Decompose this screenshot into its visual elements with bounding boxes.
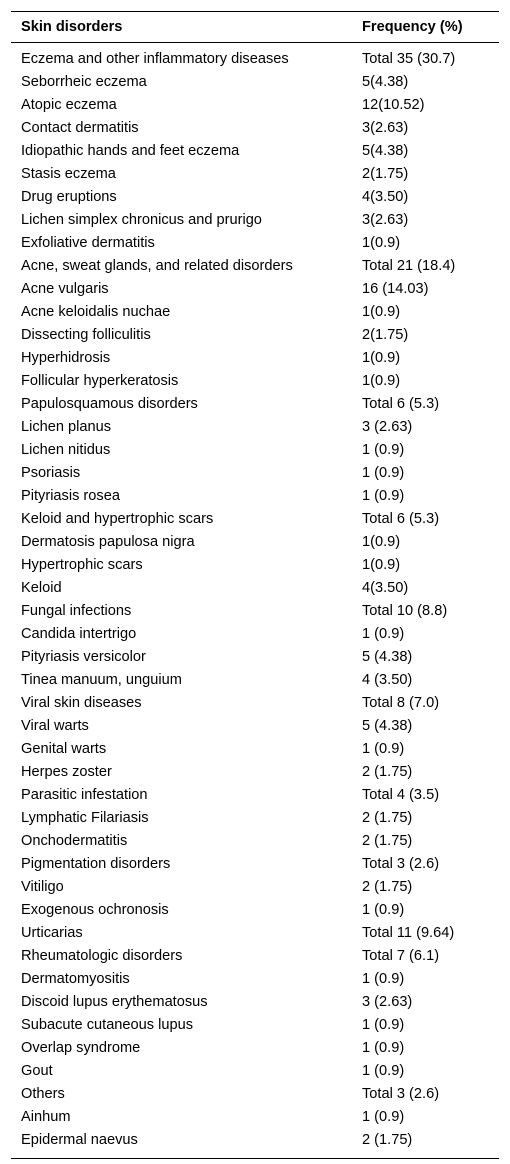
cell-skin-disorder: Vitiligo <box>21 878 64 895</box>
cell-skin-disorder: Contact dermatitis <box>21 119 139 136</box>
cell-skin-disorder: Lichen nitidus <box>21 441 111 458</box>
cell-frequency: 5 (4.38) <box>362 648 413 665</box>
cell-frequency: 16 (14.03) <box>362 280 429 297</box>
cell-frequency: 5(4.38) <box>362 142 409 159</box>
cell-skin-disorder: Acne vulgaris <box>21 280 109 297</box>
table-row <box>11 829 499 852</box>
cell-frequency: 2 (1.75) <box>362 809 413 826</box>
cell-skin-disorder: Lymphatic Filariasis <box>21 809 149 826</box>
table-row <box>11 438 499 461</box>
table-row <box>11 576 499 599</box>
cell-skin-disorder: Fungal infections <box>21 602 132 619</box>
cell-frequency: Total 11 (9.64) <box>362 924 455 941</box>
table-row <box>11 622 499 645</box>
cell-frequency: Total 6 (5.3) <box>362 395 440 412</box>
cell-skin-disorder: Viral warts <box>21 717 89 734</box>
cell-frequency: Total 21 (18.4) <box>362 257 456 274</box>
cell-frequency: Total 10 (8.8) <box>362 602 448 619</box>
table-row <box>11 599 499 622</box>
cell-skin-disorder: Others <box>21 1085 65 1102</box>
table-row <box>11 737 499 760</box>
cell-skin-disorder: Urticarias <box>21 924 83 941</box>
table-row <box>11 369 499 392</box>
cell-frequency: Total 3 (2.6) <box>362 855 440 872</box>
cell-frequency: 1 (0.9) <box>362 487 405 504</box>
column-header-frequency: Frequency (%) <box>362 19 463 35</box>
cell-skin-disorder: Discoid lupus erythematosus <box>21 993 208 1010</box>
cell-skin-disorder: Dermatosis papulosa nigra <box>21 533 195 550</box>
table-row <box>11 231 499 254</box>
table-row <box>11 43 499 71</box>
cell-frequency: 1 (0.9) <box>362 740 405 757</box>
table-row <box>11 277 499 300</box>
cell-frequency: Total 7 (6.1) <box>362 947 440 964</box>
cell-frequency: Total 8 (7.0) <box>362 694 440 711</box>
table-header-row <box>11 12 499 43</box>
cell-skin-disorder: Papulosquamous disorders <box>21 395 198 412</box>
table-row <box>11 484 499 507</box>
cell-skin-disorder: Keloid <box>21 579 62 596</box>
cell-skin-disorder: Parasitic infestation <box>21 786 148 803</box>
table-row <box>11 300 499 323</box>
cell-frequency: 5 (4.38) <box>362 717 413 734</box>
cell-frequency: 3 (2.63) <box>362 993 413 1010</box>
cell-skin-disorder: Drug eruptions <box>21 188 117 205</box>
column-header-skin-disorders: Skin disorders <box>21 19 123 35</box>
cell-skin-disorder: Atopic eczema <box>21 96 117 113</box>
cell-frequency: 1(0.9) <box>362 349 401 366</box>
table-row <box>11 898 499 921</box>
table-row <box>11 1128 499 1159</box>
table-row <box>11 93 499 116</box>
cell-frequency: 1 (0.9) <box>362 1062 405 1079</box>
cell-frequency: 12(10.52) <box>362 96 425 113</box>
cell-frequency: Total 4 (3.5) <box>362 786 440 803</box>
table-row <box>11 553 499 576</box>
table-row <box>11 691 499 714</box>
cell-skin-disorder: Idiopathic hands and feet eczema <box>21 142 240 159</box>
table-row <box>11 783 499 806</box>
frequency-table-container <box>11 11 499 1159</box>
cell-frequency: Total 6 (5.3) <box>362 510 440 527</box>
skin-disorders-frequency-table <box>11 11 499 1159</box>
cell-skin-disorder: Rheumatologic disorders <box>21 947 183 964</box>
cell-skin-disorder: Pityriasis versicolor <box>21 648 146 665</box>
cell-frequency: 4(3.50) <box>362 188 409 205</box>
cell-frequency: 2 (1.75) <box>362 1131 413 1148</box>
cell-skin-disorder: Subacute cutaneous lupus <box>21 1016 194 1033</box>
table-row <box>11 530 499 553</box>
table-row <box>11 162 499 185</box>
table-row <box>11 1013 499 1036</box>
table-row <box>11 714 499 737</box>
table-row <box>11 116 499 139</box>
cell-skin-disorder: Lichen simplex chronicus and prurigo <box>21 211 262 228</box>
table-body <box>11 43 499 1159</box>
cell-skin-disorder: Hypertrophic scars <box>21 556 143 573</box>
table-row <box>11 1059 499 1082</box>
cell-skin-disorder: Exfoliative dermatitis <box>21 234 155 251</box>
table-row <box>11 185 499 208</box>
cell-skin-disorder: Overlap syndrome <box>21 1039 141 1056</box>
table-header <box>11 12 499 43</box>
cell-skin-disorder: Keloid and hypertrophic scars <box>21 510 214 527</box>
table-row <box>11 921 499 944</box>
cell-skin-disorder: Dermatomyositis <box>21 970 130 987</box>
cell-frequency: 1(0.9) <box>362 533 401 550</box>
cell-skin-disorder: Dissecting folliculitis <box>21 326 151 343</box>
cell-frequency: 3(2.63) <box>362 119 409 136</box>
cell-frequency: 1(0.9) <box>362 234 401 251</box>
cell-skin-disorder: Acne keloidalis nuchae <box>21 303 171 320</box>
cell-skin-disorder: Candida intertrigo <box>21 625 137 642</box>
table-row <box>11 139 499 162</box>
cell-frequency: 1 (0.9) <box>362 901 405 918</box>
table-row <box>11 323 499 346</box>
cell-skin-disorder: Stasis eczema <box>21 165 116 182</box>
cell-frequency: 1 (0.9) <box>362 625 405 642</box>
table-row <box>11 392 499 415</box>
table-row <box>11 254 499 277</box>
table-row <box>11 806 499 829</box>
cell-skin-disorder: Genital warts <box>21 740 107 757</box>
table-row <box>11 70 499 93</box>
cell-frequency: 3 (2.63) <box>362 418 413 435</box>
cell-skin-disorder: Pityriasis rosea <box>21 487 120 504</box>
cell-frequency: 1(0.9) <box>362 372 401 389</box>
table-row <box>11 944 499 967</box>
cell-skin-disorder: Exogenous ochronosis <box>21 901 169 918</box>
cell-frequency: 1 (0.9) <box>362 1039 405 1056</box>
cell-skin-disorder: Pigmentation disorders <box>21 855 171 872</box>
cell-skin-disorder: Lichen planus <box>21 418 112 435</box>
cell-frequency: 1(0.9) <box>362 303 401 320</box>
table-row <box>11 990 499 1013</box>
table-row <box>11 507 499 530</box>
cell-skin-disorder: Follicular hyperkeratosis <box>21 372 179 389</box>
cell-frequency: 3(2.63) <box>362 211 409 228</box>
cell-frequency: 2 (1.75) <box>362 878 413 895</box>
cell-skin-disorder: Onchodermatitis <box>21 832 128 849</box>
cell-frequency: 1(0.9) <box>362 556 401 573</box>
table-row <box>11 760 499 783</box>
table-row <box>11 461 499 484</box>
table-row <box>11 208 499 231</box>
cell-frequency: 2(1.75) <box>362 165 409 182</box>
table-row <box>11 967 499 990</box>
table-row <box>11 645 499 668</box>
table-row <box>11 668 499 691</box>
cell-frequency: 2 (1.75) <box>362 832 413 849</box>
table-row <box>11 852 499 875</box>
table-row <box>11 875 499 898</box>
table-row <box>11 1036 499 1059</box>
cell-frequency: 2 (1.75) <box>362 763 413 780</box>
cell-frequency: Total 3 (2.6) <box>362 1085 440 1102</box>
cell-skin-disorder: Gout <box>21 1062 53 1079</box>
cell-skin-disorder: Ainhum <box>21 1108 71 1125</box>
cell-frequency: 1 (0.9) <box>362 1108 405 1125</box>
cell-skin-disorder: Seborrheic eczema <box>21 73 147 90</box>
cell-skin-disorder: Hyperhidrosis <box>21 349 111 366</box>
cell-skin-disorder: Viral skin diseases <box>21 694 142 711</box>
cell-skin-disorder: Tinea manuum, unguium <box>21 671 182 688</box>
cell-frequency: 1 (0.9) <box>362 970 405 987</box>
cell-skin-disorder: Psoriasis <box>21 464 81 481</box>
cell-frequency: 1 (0.9) <box>362 1016 405 1033</box>
table-row <box>11 415 499 438</box>
table-row <box>11 1105 499 1128</box>
table-row <box>11 346 499 369</box>
cell-frequency: 2(1.75) <box>362 326 409 343</box>
cell-frequency: 4 (3.50) <box>362 671 413 688</box>
cell-skin-disorder: Herpes zoster <box>21 763 112 780</box>
cell-frequency: Total 35 (30.7) <box>362 50 456 67</box>
cell-skin-disorder: Epidermal naevus <box>21 1131 138 1148</box>
cell-frequency: 1 (0.9) <box>362 441 405 458</box>
cell-skin-disorder: Eczema and other inflammatory diseases <box>21 50 289 67</box>
cell-skin-disorder: Acne, sweat glands, and related disorders <box>21 257 293 274</box>
cell-frequency: 5(4.38) <box>362 73 409 90</box>
cell-frequency: 1 (0.9) <box>362 464 405 481</box>
cell-frequency: 4(3.50) <box>362 579 409 596</box>
table-row <box>11 1082 499 1105</box>
